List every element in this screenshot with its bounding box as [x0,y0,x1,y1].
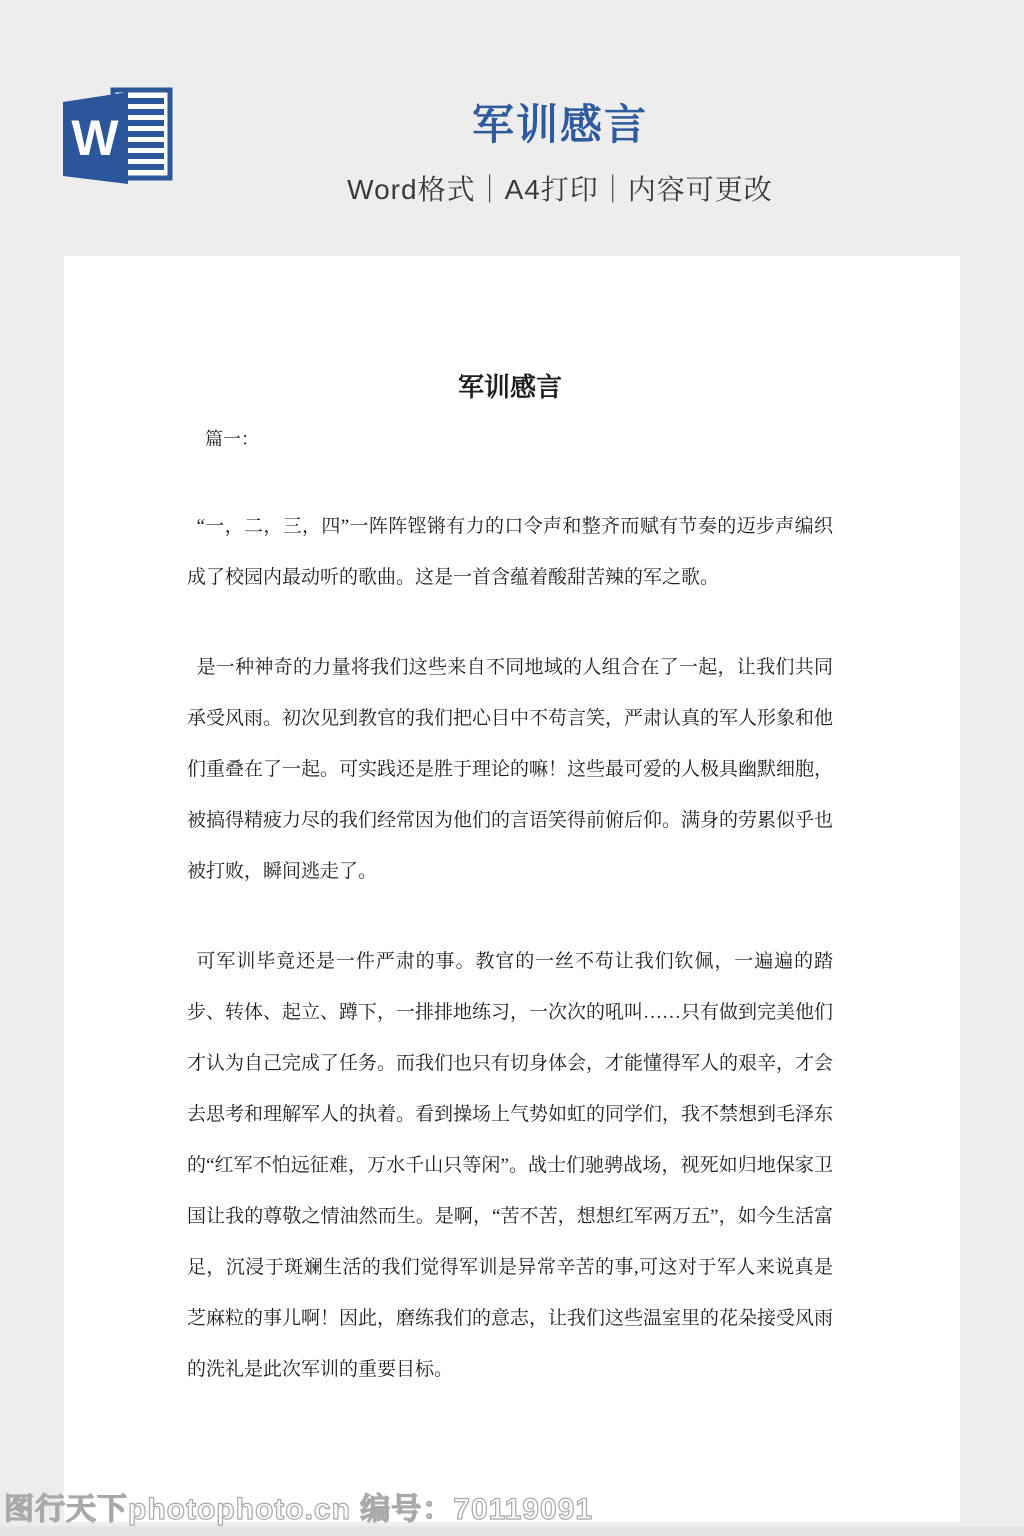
document-content [64,256,960,1395]
template-title: 军训感言 [471,101,648,148]
document-paragraph: 可军训毕竟还是一件严肃的事。教官的一丝不苟让我们钦佩，一遍遍的踏步、转体、起立、蹲下，一排排地练习，一次次的吼叫……只有做到完美他们才认为自己完成了任务。而我们也只有切身体会，才能懂得军人的艰辛，才会去思考和理解军人的执着。看到操场上气势如虹的同学们，我不禁想到毛泽东的“红军不怕远征难，万水千山只等闲”。战士们驰骋战场，视死如归地保家卫国让我的尊敬之情油然而生。是啊，“苦不苦，想想红军两万五”，如今生活富足，沉浸于斑斓生活的我们觉得军训是异常辛苦的事,可这对于军人来说真是芝麻粒的事儿啊！因此，磨练我们的意志，让我们这些温室里的花朵接受风雨的洗礼是此次军训的重要目标。 [187,951,834,1380]
template-header [0,0,1024,256]
document-title: 军训感言 [457,373,562,402]
document-page [64,256,960,1522]
word-icon-letter: W [71,110,119,166]
document-paragraph: “一，二，三，四”一阵阵铿锵有力的口令声和整齐而赋有节奏的迈步声编织成了校园内最动听的歌曲。这是一首含蕴着酸甜苦辣的军之歌。 [187,516,833,588]
watermark: 图行天下photophoto.cn 编号：70119091 [4,1493,594,1526]
document-paragraph: 是一种神奇的力量将我们这些来自不同地域的人组合在了一起，让我们共同承受风雨。初次见到教官的我们把心目中不苟言笑，严肃认真的军人形象和他们重叠在了一起。可实践还是胜于理论的嘛！这些最可爱的人极具幽默细胞，被搞得精疲力尽的我们经常因为他们的言语笑得前俯后仰。满身的劳累似乎也被打败，瞬间逃走了。 [187,657,834,882]
word-icon [62,86,174,190]
section-label: 篇一： [205,429,259,449]
template-subtitle: Word格式｜A4打印｜内容可更改 [347,174,773,205]
header-text-block [96,0,1024,208]
